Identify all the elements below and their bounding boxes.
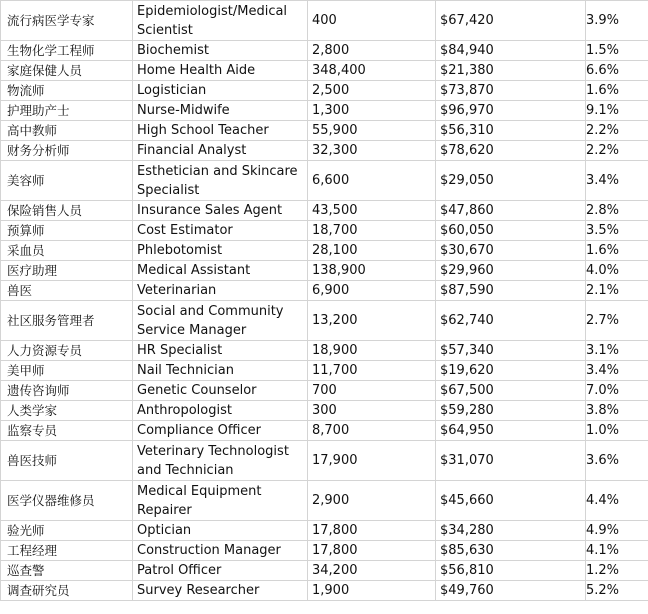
- cell-occupation-en[interactable]: Optician: [133, 521, 308, 541]
- table-row: [1, 441, 648, 481]
- table-row: [1, 361, 648, 381]
- cell-median-salary[interactable]: $67,420: [436, 1, 586, 41]
- table-row: [1, 61, 648, 81]
- cell-growth-rate[interactable]: 3.4%: [586, 161, 648, 201]
- cell-occupation-en[interactable]: Construction Manager: [133, 541, 308, 561]
- cell-occupation-en[interactable]: High School Teacher: [133, 121, 308, 141]
- cell-median-salary[interactable]: $34,280: [436, 521, 586, 541]
- cell-job-count[interactable]: 43,500: [308, 201, 436, 221]
- table-row: [1, 101, 648, 121]
- cell-job-count[interactable]: 55,900: [308, 121, 436, 141]
- cell-occupation-en[interactable]: Survey Researcher: [133, 581, 308, 601]
- cell-occupation-en[interactable]: Genetic Counselor: [133, 381, 308, 401]
- table-row: [1, 301, 648, 341]
- table-row: [1, 281, 648, 301]
- cell-median-salary[interactable]: $64,950: [436, 421, 586, 441]
- cell-median-salary[interactable]: $87,590: [436, 281, 586, 301]
- table-row: [1, 421, 648, 441]
- cell-growth-rate[interactable]: 7.0%: [586, 381, 648, 401]
- table-row: [1, 561, 648, 581]
- cell-occupation-cn[interactable]: 护理助产士: [1, 101, 133, 121]
- cell-median-salary[interactable]: $56,810: [436, 561, 586, 581]
- cell-occupation-en[interactable]: HR Specialist: [133, 341, 308, 361]
- cell-job-count[interactable]: 28,100: [308, 241, 436, 261]
- cell-median-salary[interactable]: $67,500: [436, 381, 586, 401]
- cell-occupation-cn[interactable]: 巡查警: [1, 561, 133, 581]
- cell-occupation-cn[interactable]: 医学仪器维修员: [1, 481, 133, 521]
- cell-job-count[interactable]: 400: [308, 1, 436, 41]
- cell-occupation-cn[interactable]: 人类学家: [1, 401, 133, 421]
- cell-job-count[interactable]: 8,700: [308, 421, 436, 441]
- cell-job-count[interactable]: 1,900: [308, 581, 436, 601]
- cell-occupation-en[interactable]: Veterinarian: [133, 281, 308, 301]
- cell-occupation-cn[interactable]: 美容师: [1, 161, 133, 201]
- table-row: [1, 581, 648, 601]
- cell-occupation-en[interactable]: Patrol Officer: [133, 561, 308, 581]
- table-row: [1, 261, 648, 281]
- cell-occupation-en[interactable]: Insurance Sales Agent: [133, 201, 308, 221]
- cell-occupation-cn[interactable]: 财务分析师: [1, 141, 133, 161]
- table-row: [1, 1, 648, 41]
- cell-growth-rate[interactable]: 2.8%: [586, 201, 648, 221]
- cell-median-salary[interactable]: $29,050: [436, 161, 586, 201]
- cell-job-count[interactable]: 18,900: [308, 341, 436, 361]
- cell-growth-rate[interactable]: 1.6%: [586, 81, 648, 101]
- table-row: [1, 481, 648, 521]
- cell-growth-rate[interactable]: 3.1%: [586, 341, 648, 361]
- cell-occupation-en[interactable]: Cost Estimator: [133, 221, 308, 241]
- cell-occupation-cn[interactable]: 监察专员: [1, 421, 133, 441]
- cell-job-count[interactable]: 18,700: [308, 221, 436, 241]
- cell-job-count[interactable]: 13,200: [308, 301, 436, 341]
- cell-growth-rate[interactable]: 5.2%: [586, 581, 648, 601]
- table-row: [1, 201, 648, 221]
- cell-occupation-en[interactable]: Logistician: [133, 81, 308, 101]
- table-row: [1, 541, 648, 561]
- cell-growth-rate[interactable]: 4.1%: [586, 541, 648, 561]
- table-row: [1, 401, 648, 421]
- cell-growth-rate[interactable]: 2.1%: [586, 281, 648, 301]
- cell-job-count[interactable]: 34,200: [308, 561, 436, 581]
- table-row: [1, 521, 648, 541]
- cell-job-count[interactable]: 2,800: [308, 41, 436, 61]
- cell-occupation-cn[interactable]: 流行病医学专家: [1, 1, 133, 41]
- cell-occupation-en[interactable]: Biochemist: [133, 41, 308, 61]
- cell-growth-rate[interactable]: 3.6%: [586, 441, 648, 481]
- cell-growth-rate[interactable]: 1.2%: [586, 561, 648, 581]
- table-row: [1, 241, 648, 261]
- cell-occupation-cn[interactable]: 生物化学工程师: [1, 41, 133, 61]
- cell-occupation-cn[interactable]: 社区服务管理者: [1, 301, 133, 341]
- cell-occupation-en[interactable]: Compliance Officer: [133, 421, 308, 441]
- table-row: [1, 161, 648, 201]
- cell-occupation-en[interactable]: Medical Equipment Repairer: [133, 481, 308, 521]
- cell-growth-rate[interactable]: 1.5%: [586, 41, 648, 61]
- cell-job-count[interactable]: 2,500: [308, 81, 436, 101]
- cell-growth-rate[interactable]: 1.6%: [586, 241, 648, 261]
- cell-median-salary[interactable]: $85,630: [436, 541, 586, 561]
- cell-job-count[interactable]: 6,600: [308, 161, 436, 201]
- cell-job-count[interactable]: 17,800: [308, 521, 436, 541]
- cell-median-salary[interactable]: $49,760: [436, 581, 586, 601]
- cell-occupation-cn[interactable]: 医疗助理: [1, 261, 133, 281]
- cell-median-salary[interactable]: $73,870: [436, 81, 586, 101]
- cell-median-salary[interactable]: $84,940: [436, 41, 586, 61]
- cell-growth-rate[interactable]: 1.0%: [586, 421, 648, 441]
- cell-growth-rate[interactable]: 2.2%: [586, 141, 648, 161]
- cell-occupation-cn[interactable]: 预算师: [1, 221, 133, 241]
- table-row: [1, 381, 648, 401]
- cell-median-salary[interactable]: $96,970: [436, 101, 586, 121]
- occupation-table-body: [1, 1, 648, 601]
- cell-median-salary[interactable]: $29,960: [436, 261, 586, 281]
- cell-occupation-en[interactable]: Esthetician and Skincare Specialist: [133, 161, 308, 201]
- cell-occupation-cn[interactable]: 物流师: [1, 81, 133, 101]
- cell-growth-rate[interactable]: 4.9%: [586, 521, 648, 541]
- cell-occupation-cn[interactable]: 兽医技师: [1, 441, 133, 481]
- cell-growth-rate[interactable]: 6.6%: [586, 61, 648, 81]
- cell-growth-rate[interactable]: 3.5%: [586, 221, 648, 241]
- cell-occupation-cn[interactable]: 高中教师: [1, 121, 133, 141]
- cell-median-salary[interactable]: $30,670: [436, 241, 586, 261]
- cell-job-count[interactable]: 17,800: [308, 541, 436, 561]
- cell-occupation-cn[interactable]: 兽医: [1, 281, 133, 301]
- cell-occupation-en[interactable]: Home Health Aide: [133, 61, 308, 81]
- cell-occupation-en[interactable]: Veterinary Technologist and Technician: [133, 441, 308, 481]
- cell-occupation-cn[interactable]: 调查研究员: [1, 581, 133, 601]
- cell-occupation-en[interactable]: Phlebotomist: [133, 241, 308, 261]
- table-row: [1, 121, 648, 141]
- cell-median-salary[interactable]: $21,380: [436, 61, 586, 81]
- cell-occupation-en[interactable]: Nurse-Midwife: [133, 101, 308, 121]
- cell-growth-rate[interactable]: 4.4%: [586, 481, 648, 521]
- cell-median-salary[interactable]: $56,310: [436, 121, 586, 141]
- cell-growth-rate[interactable]: 2.2%: [586, 121, 648, 141]
- cell-median-salary[interactable]: $31,070: [436, 441, 586, 481]
- cell-job-count[interactable]: 700: [308, 381, 436, 401]
- cell-median-salary[interactable]: $59,280: [436, 401, 586, 421]
- table-row: [1, 341, 648, 361]
- cell-growth-rate[interactable]: 3.8%: [586, 401, 648, 421]
- table-row: [1, 81, 648, 101]
- cell-occupation-cn[interactable]: 采血员: [1, 241, 133, 261]
- cell-occupation-cn[interactable]: 验光师: [1, 521, 133, 541]
- cell-job-count[interactable]: 300: [308, 401, 436, 421]
- cell-occupation-cn[interactable]: 遗传咨询师: [1, 381, 133, 401]
- cell-occupation-cn[interactable]: 美甲师: [1, 361, 133, 381]
- cell-occupation-en[interactable]: Anthropologist: [133, 401, 308, 421]
- cell-growth-rate[interactable]: 3.4%: [586, 361, 648, 381]
- cell-median-salary[interactable]: $62,740: [436, 301, 586, 341]
- table-row: [1, 41, 648, 61]
- cell-job-count[interactable]: 32,300: [308, 141, 436, 161]
- cell-growth-rate[interactable]: 9.1%: [586, 101, 648, 121]
- cell-occupation-cn[interactable]: 人力资源专员: [1, 341, 133, 361]
- cell-job-count[interactable]: 1,300: [308, 101, 436, 121]
- cell-occupation-en[interactable]: Financial Analyst: [133, 141, 308, 161]
- cell-job-count[interactable]: 348,400: [308, 61, 436, 81]
- cell-job-count[interactable]: 2,900: [308, 481, 436, 521]
- cell-growth-rate[interactable]: 2.7%: [586, 301, 648, 341]
- cell-median-salary[interactable]: $45,660: [436, 481, 586, 521]
- cell-growth-rate[interactable]: 4.0%: [586, 261, 648, 281]
- cell-median-salary[interactable]: $78,620: [436, 141, 586, 161]
- cell-occupation-en[interactable]: Medical Assistant: [133, 261, 308, 281]
- cell-occupation-cn[interactable]: 家庭保健人员: [1, 61, 133, 81]
- cell-job-count[interactable]: 6,900: [308, 281, 436, 301]
- cell-median-salary[interactable]: $57,340: [436, 341, 586, 361]
- cell-occupation-cn[interactable]: 工程经理: [1, 541, 133, 561]
- cell-median-salary[interactable]: $47,860: [436, 201, 586, 221]
- table-row: [1, 141, 648, 161]
- cell-growth-rate[interactable]: 3.9%: [586, 1, 648, 41]
- cell-median-salary[interactable]: $19,620: [436, 361, 586, 381]
- cell-median-salary[interactable]: $60,050: [436, 221, 586, 241]
- cell-job-count[interactable]: 11,700: [308, 361, 436, 381]
- cell-job-count[interactable]: 17,900: [308, 441, 436, 481]
- cell-occupation-en[interactable]: Nail Technician: [133, 361, 308, 381]
- cell-occupation-en[interactable]: Social and Community Service Manager: [133, 301, 308, 341]
- table-row: [1, 221, 648, 241]
- cell-occupation-cn[interactable]: 保险销售人员: [1, 201, 133, 221]
- cell-job-count[interactable]: 138,900: [308, 261, 436, 281]
- cell-occupation-en[interactable]: Epidemiologist/Medical Scientist: [133, 1, 308, 41]
